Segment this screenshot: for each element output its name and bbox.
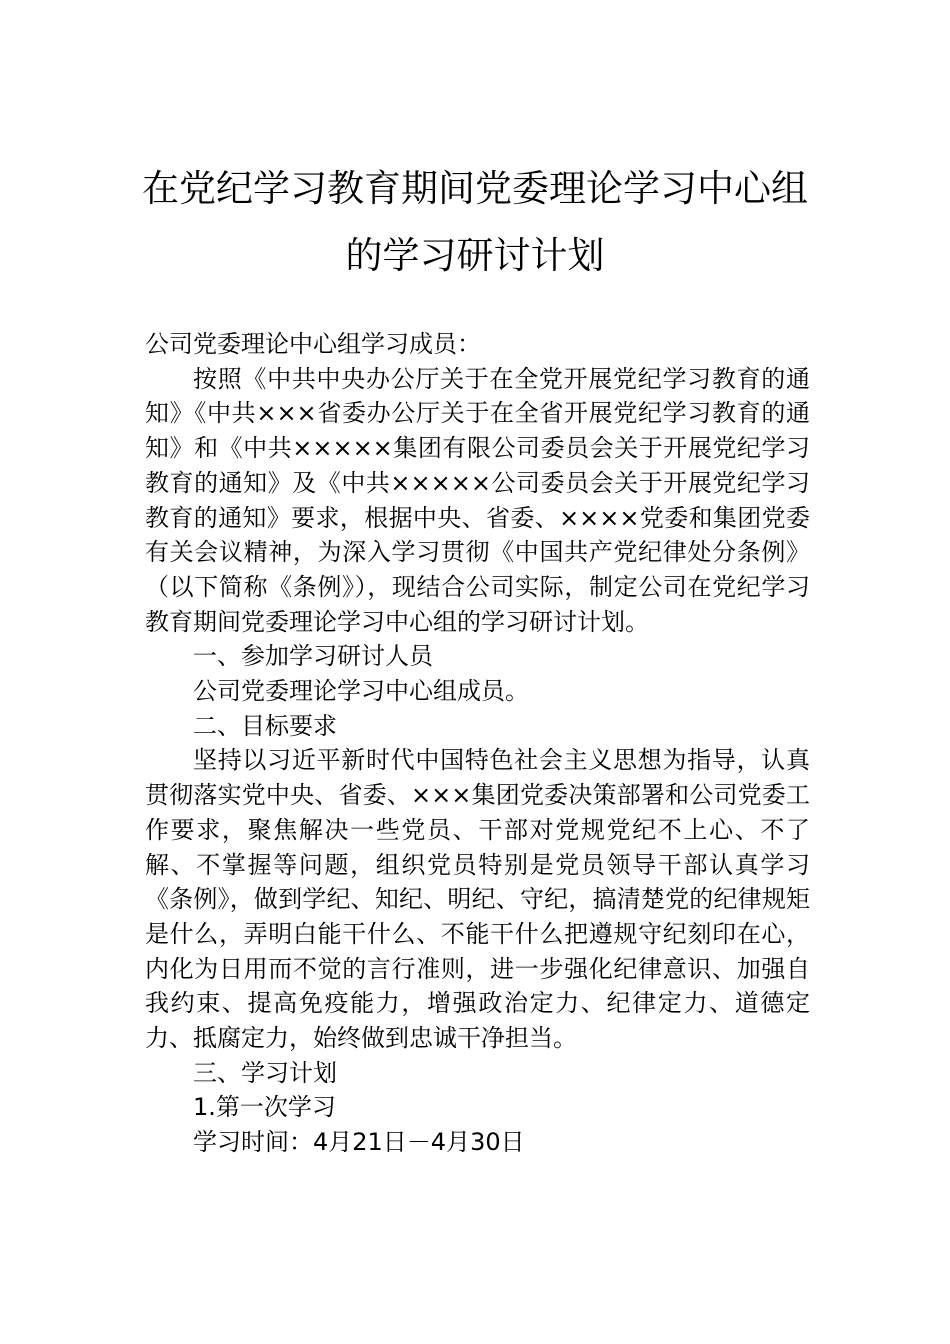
section-heading-goals: 二、目标要求 xyxy=(193,711,337,740)
intro-paragraph: 按照《中共中央办公厅关于在全党开展党纪学习教育的通知》《中共×××省委办公厅关于在全省开展党纪学习教育的通知》和《中共×××××集团有限公司委员会关于开展党纪学习教育的通知》及《中共×××××公司委员会关于开展党纪学习教育的通知》要求，根据中央、省委、××××党委和集团党委有关会议精神，为深入学习贯彻《中国共产党纪律处分条例》（以下简称《条例》），现结合公司实际，制定公司在党纪学习教育期间党委理论学习中心组的学习研讨计划。 xyxy=(145,364,810,636)
document-title-line-2: 的学习研讨计划 xyxy=(345,234,605,277)
section-heading-participants: 一、参加学习研讨人员 xyxy=(193,642,433,671)
participants-paragraph: 公司党委理论学习中心组成员。 xyxy=(193,677,529,706)
study-time-line: 学习时间：4月21日－4月30日 xyxy=(193,1128,525,1157)
section-heading-plan: 三、学习计划 xyxy=(193,1058,337,1087)
document-body xyxy=(145,327,810,1160)
goals-paragraph: 坚持以习近平新时代中国特色社会主义思想为指导，认真贯彻落实党中央、省委、×××集团党委决策部署和公司党委工作要求，聚焦解决一些党员、干部对党规党纪不上心、不了解、不掌握等问题，组织党员特别是党员领导干部认真学习《条例》，做到学纪、知纪、明纪、守纪，搞清楚党的纪律规矩是什么，弄明白能干什么、不能干什么把遵规守纪刻印在心，内化为日用而不觉的言行准则，进一步强化纪律意识、加强自我约束、提高免疫能力，增强政治定力、纪律定力、道德定力、抵腐定力，始终做到忠诚干净担当。 xyxy=(145,746,810,1053)
subheading-first-study: 1.第一次学习 xyxy=(193,1093,336,1122)
document-title-line-1: 在党纪学习教育期间党委理论学习中心组 xyxy=(142,167,808,210)
salutation: 公司党委理论中心组学习成员： xyxy=(145,330,481,358)
